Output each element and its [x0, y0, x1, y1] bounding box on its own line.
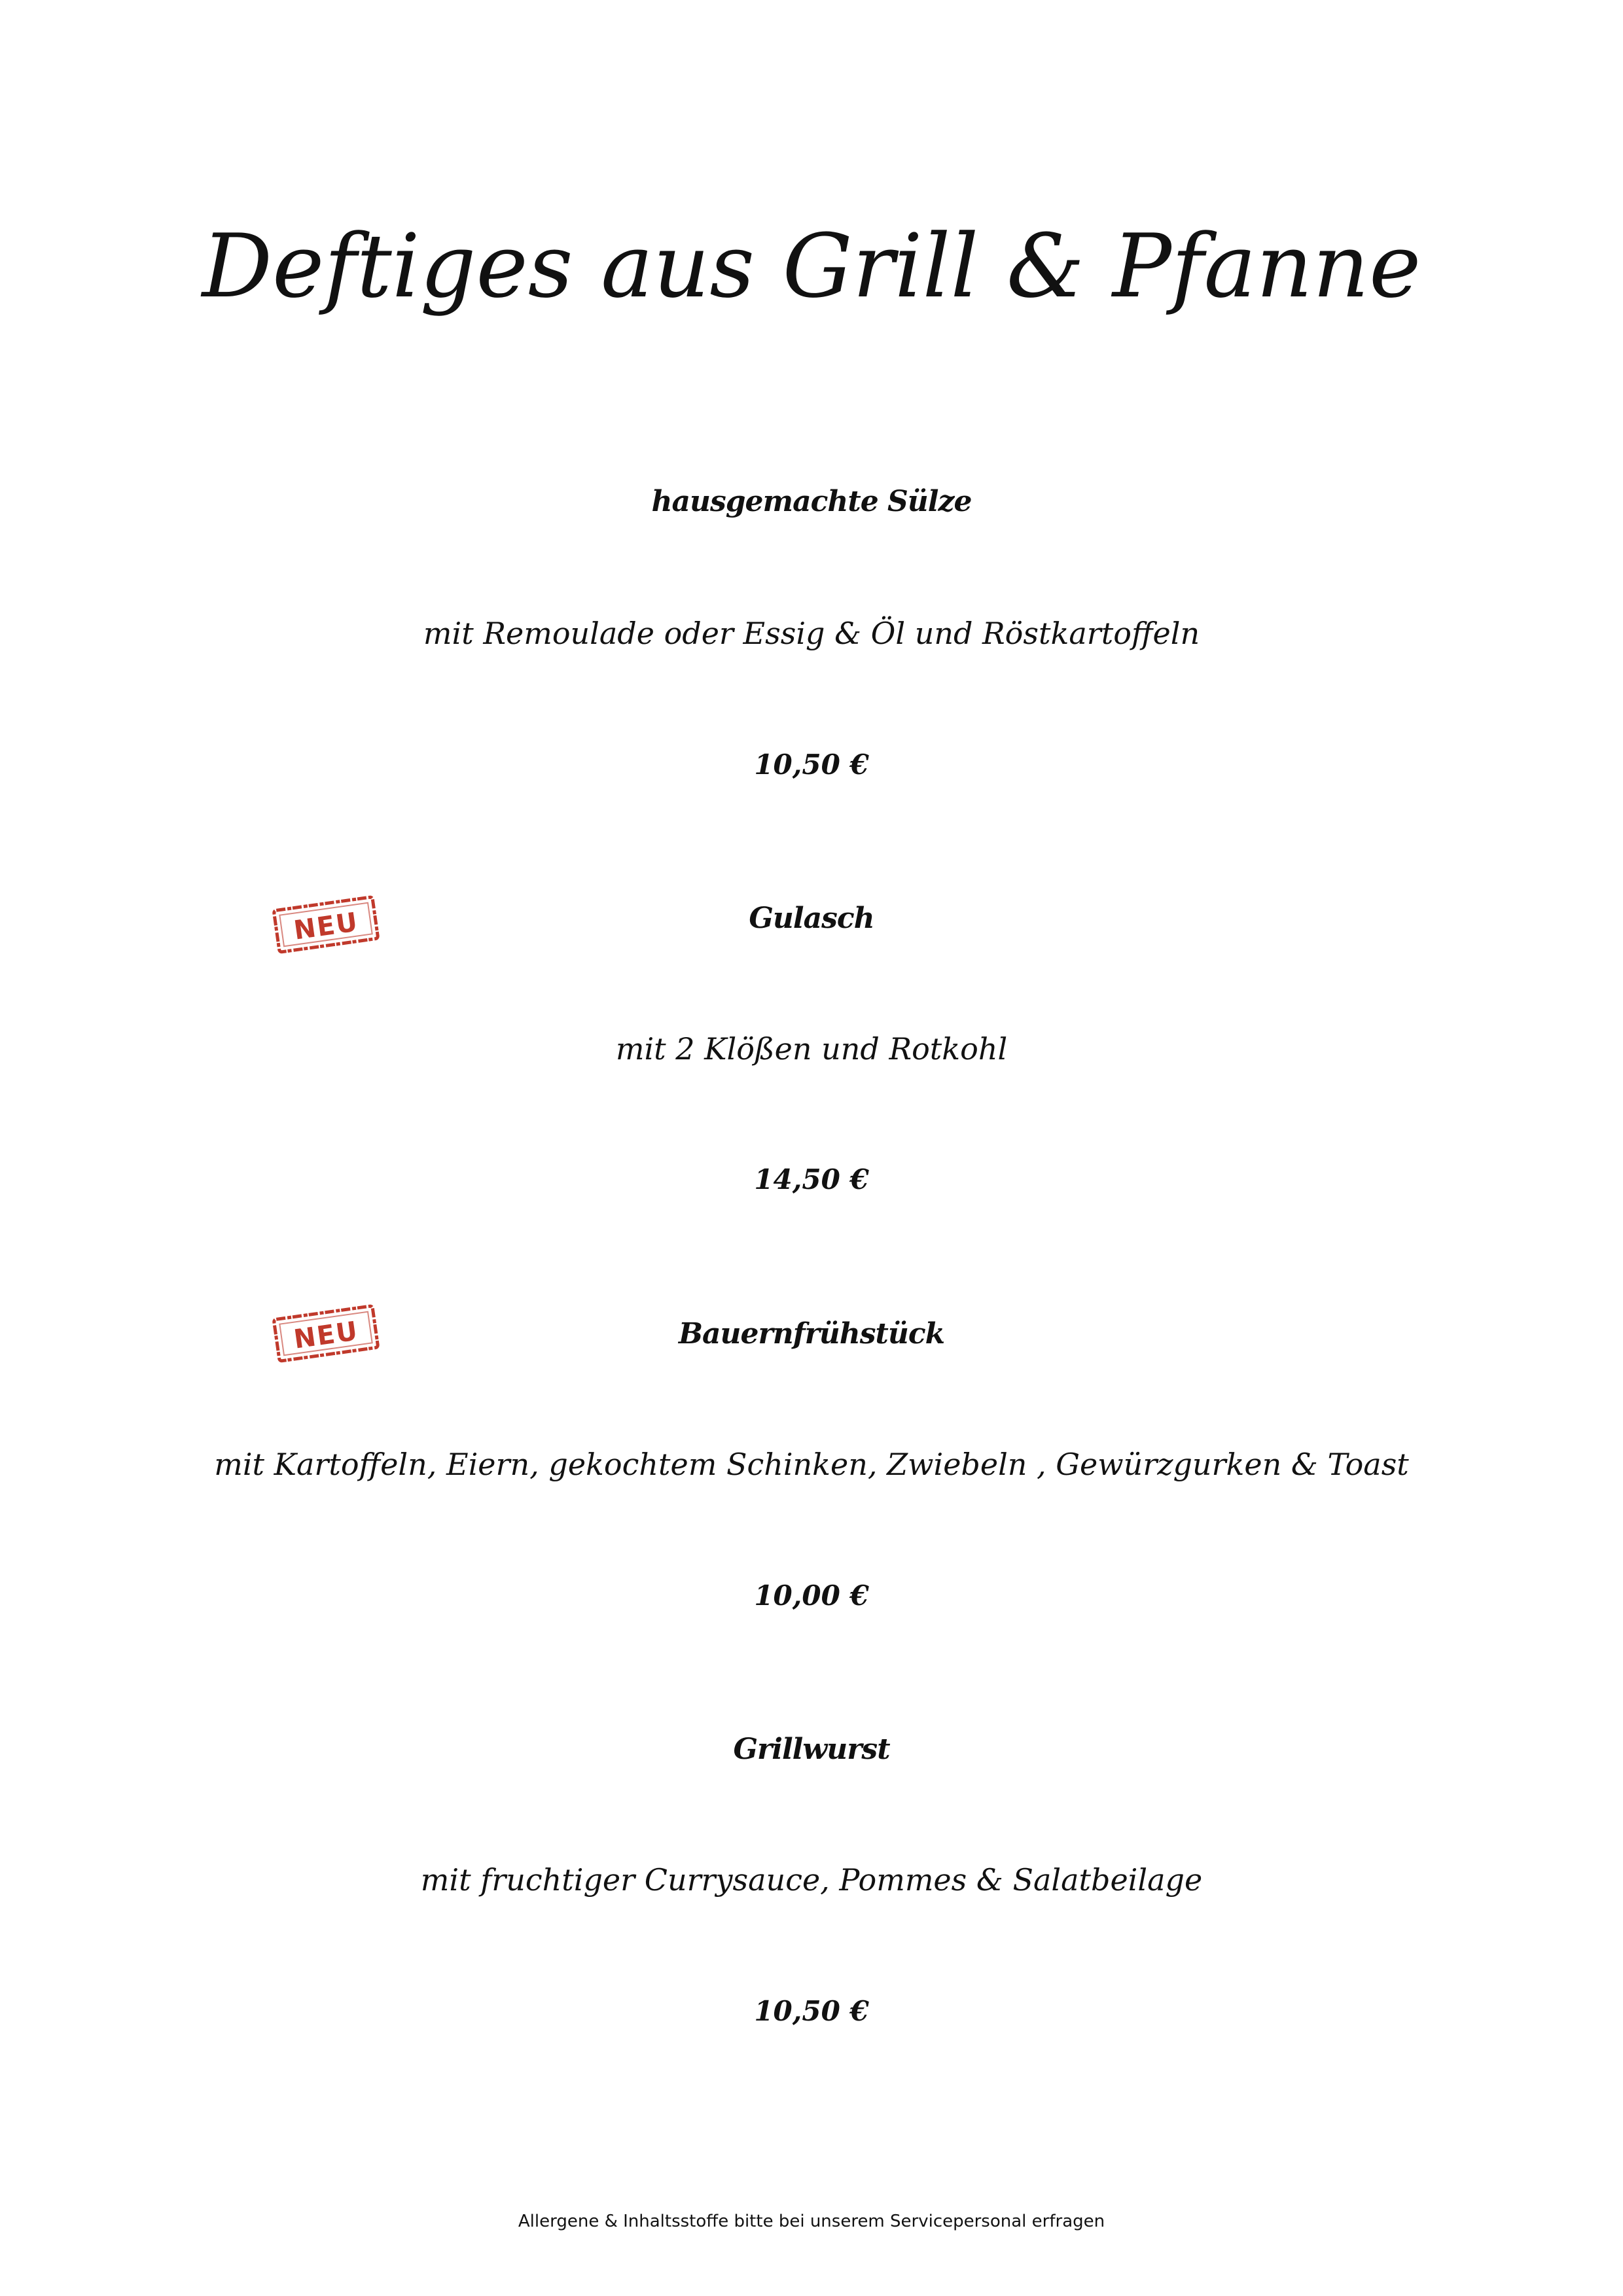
menu-item-name: Bauernfrühstück	[678, 1317, 945, 1351]
menu-item-name: Grillwurst	[733, 1733, 890, 1766]
neu-stamp-text: NEU	[292, 907, 361, 946]
menu-item-description: mit Kartoffeln, Eiern, gekochtem Schinken, Zwiebeln , Gewürzgurken & Toast	[214, 1447, 1409, 1482]
menu-item-name: hausgemachte Sülze	[651, 485, 972, 518]
menu-item-price: 14,50 €	[754, 1163, 869, 1195]
allergen-note: Allergene & Inhaltsstoffe bitte bei unserem Servicepersonal erfragen	[518, 2212, 1105, 2231]
neu-stamp-text: NEU	[292, 1316, 361, 1355]
menu-item-price: 10,50 €	[754, 749, 869, 781]
menu-item-name: Gulasch	[749, 902, 874, 935]
menu-item-price: 10,50 €	[754, 1995, 869, 2027]
page-title: Deftiges aus Grill & Pfanne	[202, 215, 1421, 317]
menu-item-description: mit 2 Klößen und Rotkohl	[615, 1031, 1008, 1067]
menu-item-description: mit Remoulade oder Essig & Öl und Röstkartoffeln	[423, 616, 1200, 651]
menu-item-price: 10,00 €	[754, 1580, 869, 1612]
menu-item-description: mit fruchtiger Currysauce, Pommes & Salatbeilage	[420, 1862, 1203, 1898]
